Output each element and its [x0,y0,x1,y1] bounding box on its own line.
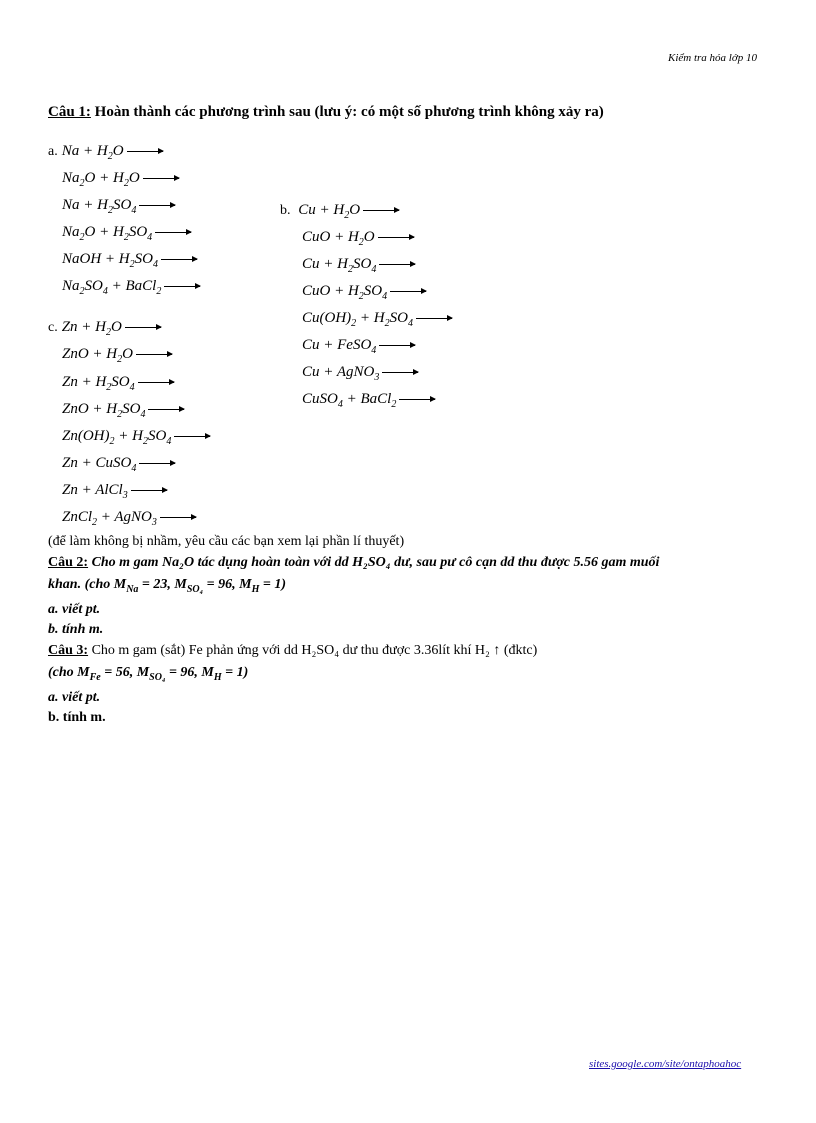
hint-note: (để làm không bị nhầm, yêu cầu các bạn xem lại phần lí thuyết) [48,534,405,549]
question-2-line2 [48,577,286,595]
equation-b4: CuO + $H_2SO_4$ [302,283,426,302]
equation-b1: b. $Cu + H_2O$ [280,202,399,221]
question-3-part-a: a. viết pt. [48,690,101,705]
question-1-label: Câu 1: [48,104,91,120]
equation-b3: $Cu + H_2SO_4$ [302,256,415,275]
q3-given-fe: = 56, M [100,665,150,680]
question-2-part-a: a. viết pt. [48,602,101,617]
equation-a4: $Na_2O + H_2SO_4$ [62,224,191,243]
question-3-line1 [48,643,537,659]
q2-given-h: = 1) [259,577,286,592]
equation-c1: c. $Zn + H_2O$ [48,319,161,338]
equation-a5: NaOH + $H_2SO_4$ [62,251,197,270]
equation-c8: ZnCl$_2$ + AgNO$_3$ [62,509,196,528]
q3-given-prefix: (cho M [48,665,90,680]
question-2-label: Câu 2: [48,555,89,570]
q3-sub-so4: SO₄ [149,671,166,683]
equation-c7: Zn + AlCl$_3$ [62,482,167,501]
equation-a1: a. $Na + H_2O$ [48,143,163,162]
q2-given-na: = 23, M [138,577,187,592]
q2-sub-na: Na [126,583,139,595]
equation-b2: CuO + $H_2O$ [302,229,414,248]
q2-given-prefix: khan. (cho M [48,577,127,592]
question-2-part-b: b. tính m. [48,622,104,637]
q2-sub-so4: SO₄ [186,583,204,595]
q3-sub-h: H [213,671,222,683]
equation-a3: $Na + H_2SO_4$ [62,197,175,216]
q3-given-h: = 1) [221,665,249,680]
equation-c5: $Zn(OH)_2 + H_2SO_4$ [62,428,210,447]
equation-c2: ZnO + $H_2O$ [62,346,172,365]
equation-b7: Cu + AgNO$_3$ [302,364,418,383]
equation-c4: ZnO + $H_2SO_4$ [62,401,184,420]
question-2-line1 [48,555,659,571]
label-b: b. [280,203,291,218]
label-c: c. [48,320,58,335]
page-header: Kiểm tra hóa lớp 10 [668,52,757,64]
equation-c6: Zn + CuSO$_4$ [62,455,175,474]
equation-a6: $Na_2SO_4$ + BaCl$_2$ [62,278,200,297]
equation-b5: $Cu(OH)_2 + H_2SO_4$ [302,310,452,329]
question-3-part-b: b. tính m. [48,710,106,725]
q3-sub-fe: Fe [89,671,101,683]
q3-given-so4: = 96, M [165,665,214,680]
equation-b6: Cu + FeSO$_4$ [302,337,415,356]
question-3-text: Cho m gam (sắt) Fe phản ứng với dd H₂SO₄ dư thu được 3.36lít khí H₂ ↑ (đktc) [88,643,538,658]
q2-given-so4: = 96, M [203,577,252,592]
question-2-text: Cho m gam Na₂O tác dụng hoàn toàn với dd H₂SO₄ dư, sau pư cô cạn dd thu được 5.56 gam muối [88,555,660,570]
equation-c3: $Zn + H_2SO_4$ [62,374,174,393]
label-a: a. [48,144,58,159]
question-1-title [48,104,604,121]
question-1-text: Hoàn thành các phương trình sau (lưu ý: có một số phương trình không xảy ra) [90,104,604,120]
equation-b8: CuSO$_4$ + BaCl$_2$ [302,391,435,410]
q2-sub-h: H [251,583,260,595]
question-3-label: Câu 3: [48,643,89,658]
equation-a2: $Na_2O + H_2O$ [62,170,179,189]
question-3-line2 [48,665,248,683]
footer-site-link[interactable]: sites.google.com/site/ontaphoahoc [589,1058,742,1070]
